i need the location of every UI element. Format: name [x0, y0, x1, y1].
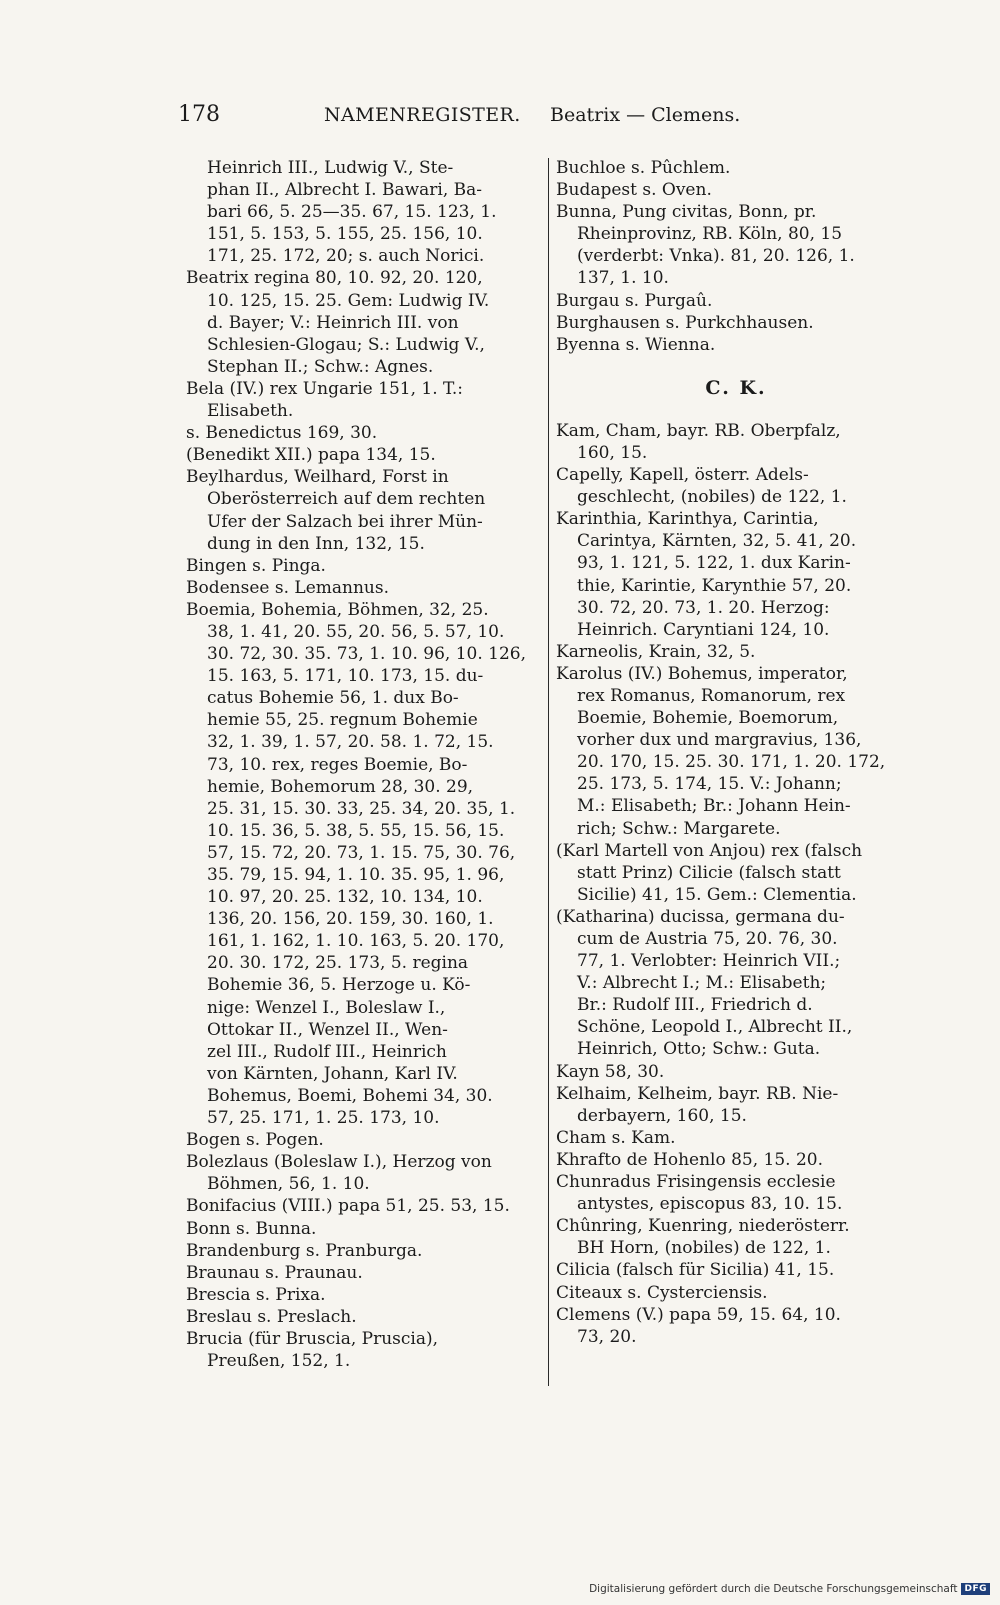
index-line: Budapest s. Oven.: [556, 180, 712, 201]
index-line: Beylhardus, Weilhard, Forst in: [186, 467, 449, 488]
index-line: Kayn 58, 30.: [556, 1061, 665, 1082]
index-line: 73, 20.: [577, 1326, 637, 1347]
index-line: 57, 25. 171, 1. 25. 173, 10.: [207, 1108, 440, 1129]
index-line: 171, 25. 172, 20; s. auch Norici.: [207, 246, 485, 267]
index-line: Rheinprovinz, RB. Köln, 80, 15: [577, 224, 843, 245]
index-line: Chunradus Frisingensis ecclesie: [556, 1172, 836, 1193]
index-line: phan II., Albrecht I. Bawari, Ba-: [207, 180, 483, 201]
section-heading: C. K.: [705, 376, 767, 399]
index-line: Kam, Cham, bayr. RB. Oberpfalz,: [556, 420, 841, 441]
index-line: 15. 163, 5. 171, 10. 173, 15. du-: [207, 666, 484, 687]
page-number: 178: [178, 102, 220, 127]
index-line: 20. 170, 15. 25. 30. 171, 1. 20. 172,: [577, 752, 886, 773]
index-line: 10. 125, 15. 25. Gem: Ludwig IV.: [207, 290, 490, 311]
index-line: Cilicia (falsch für Sicilia) 41, 15.: [556, 1260, 835, 1281]
index-line: derbayern, 160, 15.: [577, 1105, 747, 1126]
index-line: Elisabeth.: [207, 401, 294, 422]
index-line: Sicilie) 41, 15. Gem.: Clementia.: [577, 884, 857, 905]
index-line: Byenna s. Wienna.: [556, 334, 716, 355]
index-line: Boemia, Bohemia, Böhmen, 32, 25.: [186, 599, 489, 620]
index-line: Carintya, Kärnten, 32, 5. 41, 20.: [577, 531, 857, 552]
index-line: (Benedikt XII.) papa 134, 15.: [186, 445, 436, 466]
index-line: Burghausen s. Purkchhausen.: [556, 312, 814, 333]
index-line: Breslau s. Preslach.: [186, 1306, 357, 1327]
index-line: Bolezlaus (Boleslaw I.), Herzog von: [186, 1152, 492, 1173]
index-line: Kelhaim, Kelheim, bayr. RB. Nie-: [556, 1083, 839, 1104]
index-line: (Karl Martell von Anjou) rex (falsch: [556, 840, 863, 861]
index-line: Stephan II.; Schw.: Agnes.: [207, 356, 434, 377]
index-line: V.: Albrecht I.; M.: Elisabeth;: [577, 973, 827, 994]
index-line: Karolus (IV.) Bohemus, imperator,: [556, 663, 848, 684]
index-line: 93, 1. 121, 5. 122, 1. dux Karin-: [577, 553, 851, 574]
index-line: statt Prinz) Cilicie (falsch statt: [577, 862, 841, 883]
index-line: 161, 1. 162, 1. 10. 163, 5. 20. 170,: [207, 931, 505, 952]
index-line: Beatrix regina 80, 10. 92, 20. 120,: [186, 268, 483, 289]
entry-range: Beatrix — Clemens.: [550, 104, 741, 126]
index-line: 77, 1. Verlobter: Heinrich VII.;: [577, 951, 841, 972]
dfg-logo: DFG: [961, 1583, 990, 1595]
index-line: Preußen, 152, 1.: [207, 1351, 351, 1372]
index-line: Oberösterreich auf dem rechten: [207, 489, 486, 510]
index-line: 151, 5. 153, 5. 155, 25. 156, 10.: [207, 224, 483, 245]
index-line: geschlecht, (nobiles) de 122, 1.: [577, 487, 847, 508]
index-line: Bingen s. Pinga.: [186, 555, 326, 576]
footer: [589, 1583, 990, 1595]
column-divider: [548, 158, 549, 1386]
index-line: cum de Austria 75, 20. 76, 30.: [577, 929, 838, 949]
index-line: 73, 10. rex, reges Boemie, Bo-: [207, 754, 468, 775]
index-line: Burgau s. Purgaû.: [556, 290, 713, 311]
index-line: antystes, episcopus 83, 10. 15.: [577, 1194, 843, 1215]
index-line: Schlesien-Glogau; S.: Ludwig V.,: [207, 334, 485, 355]
left-column: [186, 157, 538, 1372]
index-line: 20. 30. 172, 25. 173, 5. regina: [207, 953, 469, 974]
index-line: 25. 31, 15. 30. 33, 25. 34, 20. 35, 1.: [207, 798, 516, 819]
index-line: zel III., Rudolf III., Heinrich: [207, 1041, 447, 1062]
index-line: Heinrich III., Ludwig V., Ste-: [207, 158, 454, 178]
index-line: Brucia (für Bruscia, Pruscia),: [186, 1328, 439, 1349]
index-line: Bunna, Pung civitas, Bonn, pr.: [556, 202, 817, 223]
index-line: bari 66, 5. 25—35. 67, 15. 123, 1.: [207, 202, 497, 223]
index-line: Ufer der Salzach bei ihrer Mün-: [207, 511, 483, 532]
index-line: Br.: Rudolf III., Friedrich d.: [577, 995, 813, 1016]
index-line: Bonn s. Bunna.: [186, 1218, 317, 1239]
index-line: Bogen s. Pogen.: [186, 1130, 324, 1151]
index-line: 30. 72, 30. 35. 73, 1. 10. 96, 10. 126,: [207, 644, 526, 665]
index-line: d. Bayer; V.: Heinrich III. von: [207, 312, 459, 333]
index-line: Buchloe s. Pûchlem.: [556, 158, 731, 178]
index-line: nige: Wenzel I., Boleslaw I.,: [207, 997, 446, 1018]
index-line: (Katharina) ducissa, germana du-: [556, 906, 845, 927]
index-line: Capelly, Kapell, österr. Adels-: [556, 465, 809, 486]
section-gap: [556, 406, 916, 420]
index-line: 136, 20. 156, 20. 159, 30. 160, 1.: [207, 909, 494, 930]
index-line: 30. 72, 20. 73, 1. 20. Herzog:: [577, 597, 830, 618]
section-gap: [556, 356, 916, 370]
index-line: 160, 15.: [577, 442, 648, 463]
index-line: Bohemus, Boemi, Bohemi 34, 30.: [207, 1085, 493, 1106]
index-line: 137, 1. 10.: [577, 268, 669, 289]
index-line: Bodensee s. Lemannus.: [186, 577, 389, 598]
footer-text: Digitalisierung gefördert durch die Deutsche Forschungsgemeinschaft: [589, 1583, 958, 1595]
index-line: Ottokar II., Wenzel II., Wen-: [207, 1019, 448, 1040]
index-line: hemie, Bohemorum 28, 30. 29,: [207, 776, 474, 797]
index-line: 10. 15. 36, 5. 38, 5. 55, 15. 56, 15.: [207, 820, 505, 841]
index-line: catus Bohemie 56, 1. dux Bo-: [207, 688, 459, 709]
index-line: 35. 79, 15. 94, 1. 10. 35. 95, 1. 96,: [207, 865, 505, 885]
index-line: Boemie, Bohemie, Boemorum,: [577, 708, 839, 729]
index-line: (verderbt: Vnka). 81, 20. 126, 1.: [577, 246, 855, 267]
page-header: [178, 102, 778, 136]
index-line: Schöne, Leopold I., Albrecht II.,: [577, 1017, 853, 1038]
index-line: 10. 97, 20. 25. 132, 10. 134, 10.: [207, 887, 483, 908]
index-line: 38, 1. 41, 20. 55, 20. 56, 5. 57, 10.: [207, 621, 505, 642]
index-line: BH Horn, (nobiles) de 122, 1.: [577, 1238, 831, 1259]
index-line: Brandenburg s. Pranburga.: [186, 1240, 423, 1261]
index-line: Karneolis, Krain, 32, 5.: [556, 641, 756, 662]
index-line: 32, 1. 39, 1. 57, 20. 58. 1. 72, 15.: [207, 732, 494, 753]
index-line: von Kärnten, Johann, Karl IV.: [207, 1063, 458, 1084]
index-line: Braunau s. Praunau.: [186, 1262, 363, 1283]
index-line: 25. 173, 5. 174, 15. V.: Johann;: [577, 774, 842, 795]
right-column-ck-entries: [556, 420, 916, 1348]
right-column-b-entries: [556, 157, 916, 356]
index-line: Brescia s. Prixa.: [186, 1284, 326, 1305]
index-line: Bohemie 36, 5. Herzoge u. Kö-: [207, 975, 471, 996]
index-line: Cham s. Kam.: [556, 1127, 676, 1148]
index-line: hemie 55, 25. regnum Bohemie: [207, 710, 478, 731]
index-line: Khrafto de Hohenlo 85, 15. 20.: [556, 1149, 824, 1170]
index-line: s. Benedictus 169, 30.: [186, 423, 378, 444]
index-line: rich; Schw.: Margarete.: [577, 818, 781, 839]
index-line: M.: Elisabeth; Br.: Johann Hein-: [577, 796, 851, 817]
index-line: Chûnring, Kuenring, niederösterr.: [556, 1216, 850, 1237]
index-line: 57, 15. 72, 20. 73, 1. 15. 75, 30. 76,: [207, 842, 516, 863]
index-line: Böhmen, 56, 1. 10.: [207, 1174, 370, 1195]
index-line: rex Romanus, Romanorum, rex: [577, 685, 846, 706]
index-line: Karinthia, Karinthya, Carintia,: [556, 509, 819, 530]
index-line: vorher dux und margravius, 136,: [577, 730, 862, 751]
right-column: [556, 157, 916, 1348]
index-line: thie, Karintie, Karynthie 57, 20.: [577, 575, 852, 596]
page-title: NAMENREGISTER.: [324, 104, 521, 126]
index-line: Clemens (V.) papa 59, 15. 64, 10.: [556, 1304, 841, 1325]
index-line: Heinrich, Otto; Schw.: Guta.: [577, 1039, 821, 1060]
index-line: Citeaux s. Cysterciensis.: [556, 1282, 768, 1303]
index-line: Bela (IV.) rex Ungarie 151, 1. T.:: [186, 378, 463, 399]
index-line: Bonifacius (VIII.) papa 51, 25. 53, 15.: [186, 1196, 510, 1217]
index-line: Heinrich. Caryntiani 124, 10.: [577, 619, 830, 640]
index-line: dung in den Inn, 132, 15.: [207, 533, 425, 554]
